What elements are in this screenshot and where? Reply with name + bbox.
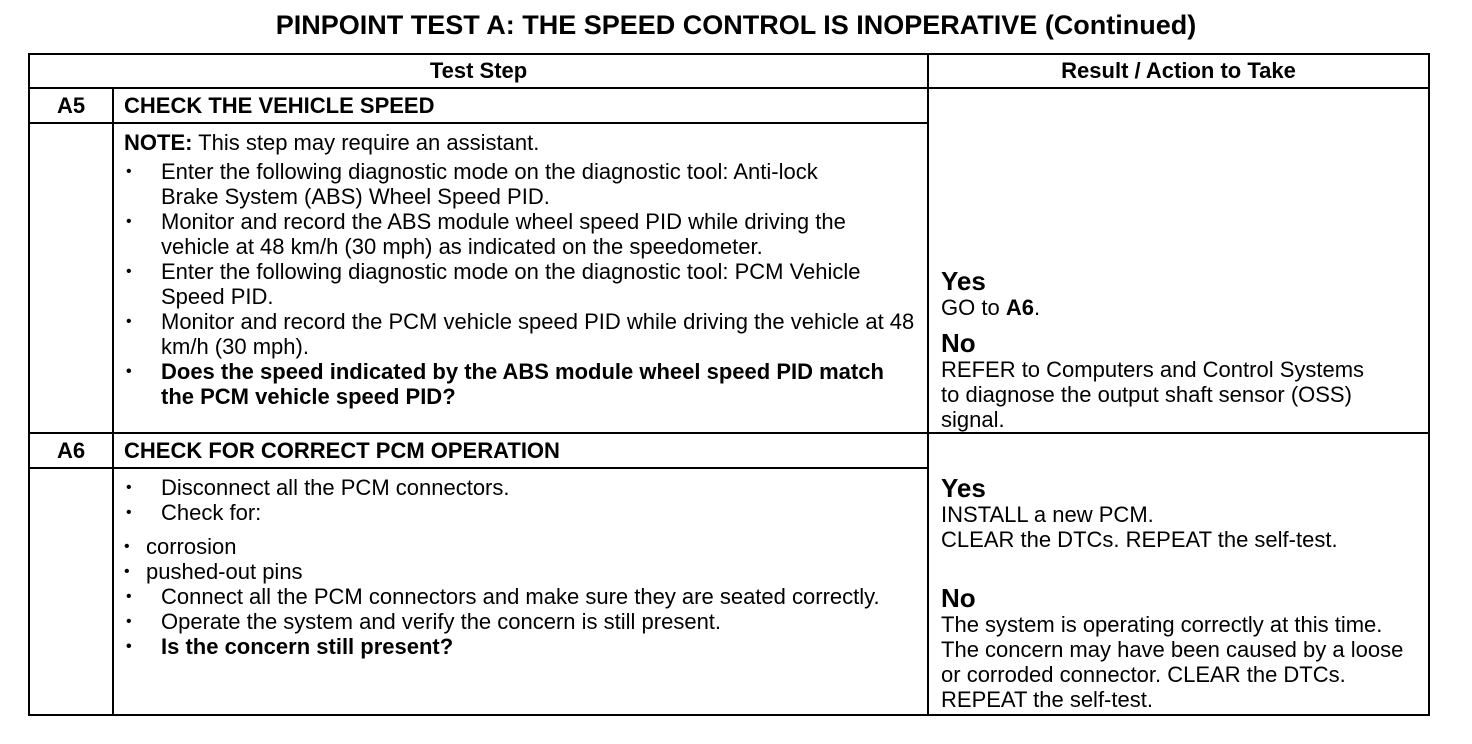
step-a5-title-row	[29, 88, 1429, 123]
list-item: • Connect all the PCM connectors and make sure they are seated correctly.	[124, 584, 917, 609]
step-body-a6	[113, 468, 928, 715]
pinpoint-test-table	[28, 53, 1430, 716]
step-link-a6[interactable]: A6	[1005, 295, 1034, 320]
step-title-a5: CHECK THE VEHICLE SPEED	[113, 88, 928, 123]
step-a5-empty-id	[29, 123, 113, 433]
bullet-list-a6	[124, 475, 917, 525]
no-text-a5: REFER to Computers and Control Systems to diagnose the output shaft sensor (OSS) signal.	[941, 357, 1365, 432]
list-item	[124, 500, 917, 525]
no-label-a5: No	[941, 328, 976, 358]
list-item: • Enter the following diagnostic mode on the diagnostic tool: Anti-lock Brake System (ABS) Wheel Speed PID.	[124, 159, 917, 209]
step-id-a5: A5	[29, 88, 113, 123]
list-item: • Is the concern still present?	[124, 634, 917, 659]
bullet-list-a5	[124, 159, 917, 409]
result-a5	[928, 88, 1429, 433]
sub-bullet-list-a6	[124, 534, 917, 584]
page-title: PINPOINT TEST A: THE SPEED CONTROL IS INOPERATIVE (Continued)	[275, 10, 1197, 40]
yes-line1-a6: INSTALL a new PCM.	[941, 502, 1154, 527]
yes-text-a5: GO to A6.	[941, 295, 1041, 320]
yes-label-a5: Yes	[941, 266, 986, 296]
yes-line2-a6: CLEAR the DTCs. REPEAT the self-test.	[941, 527, 1338, 552]
list-item: • Disconnect all the PCM connectors.	[124, 475, 917, 500]
header-result: Result / Action to Take	[928, 54, 1429, 88]
sub-list-item: • corrosion	[124, 534, 917, 559]
check-for-label: Check for:	[161, 500, 262, 525]
step-title-a6: CHECK FOR CORRECT PCM OPERATION	[113, 433, 928, 468]
list-item: • Does the speed indicated by the ABS module wheel speed PID match the PCM vehicle speed PID?	[124, 359, 917, 409]
note-a5: NOTE: This step may require an assistant.	[124, 130, 540, 155]
header-test-step: Test Step	[29, 54, 928, 88]
yes-label-a6: Yes	[941, 473, 986, 503]
no-label-a6: No	[941, 583, 976, 613]
header-row	[29, 54, 1429, 88]
step-a6-empty-id	[29, 468, 113, 715]
result-a6	[928, 433, 1429, 715]
bullet-list-a6-cont	[124, 584, 917, 659]
sub-list-item: • pushed-out pins	[124, 559, 917, 584]
no-text-a6: The system is operating correctly at this time. The concern may have been caused by a loose or corroded connector. CLEAR the DTCs. REPEAT the self-test.	[941, 612, 1404, 712]
step-id-a6: A6	[29, 433, 113, 468]
step-a6-title-row	[29, 433, 1429, 468]
list-item: • Enter the following diagnostic mode on the diagnostic tool: PCM Vehicle Speed PID.	[124, 259, 917, 309]
list-item: • Operate the system and verify the concern is still present.	[124, 609, 917, 634]
step-body-a5	[113, 123, 928, 433]
list-item: • Monitor and record the ABS module wheel speed PID while driving the vehicle at 48 km/h (30 mph) as indicated on the speedometer.	[124, 209, 917, 259]
list-item: • Monitor and record the PCM vehicle speed PID while driving the vehicle at 48 km/h (30 mph).	[124, 309, 917, 359]
